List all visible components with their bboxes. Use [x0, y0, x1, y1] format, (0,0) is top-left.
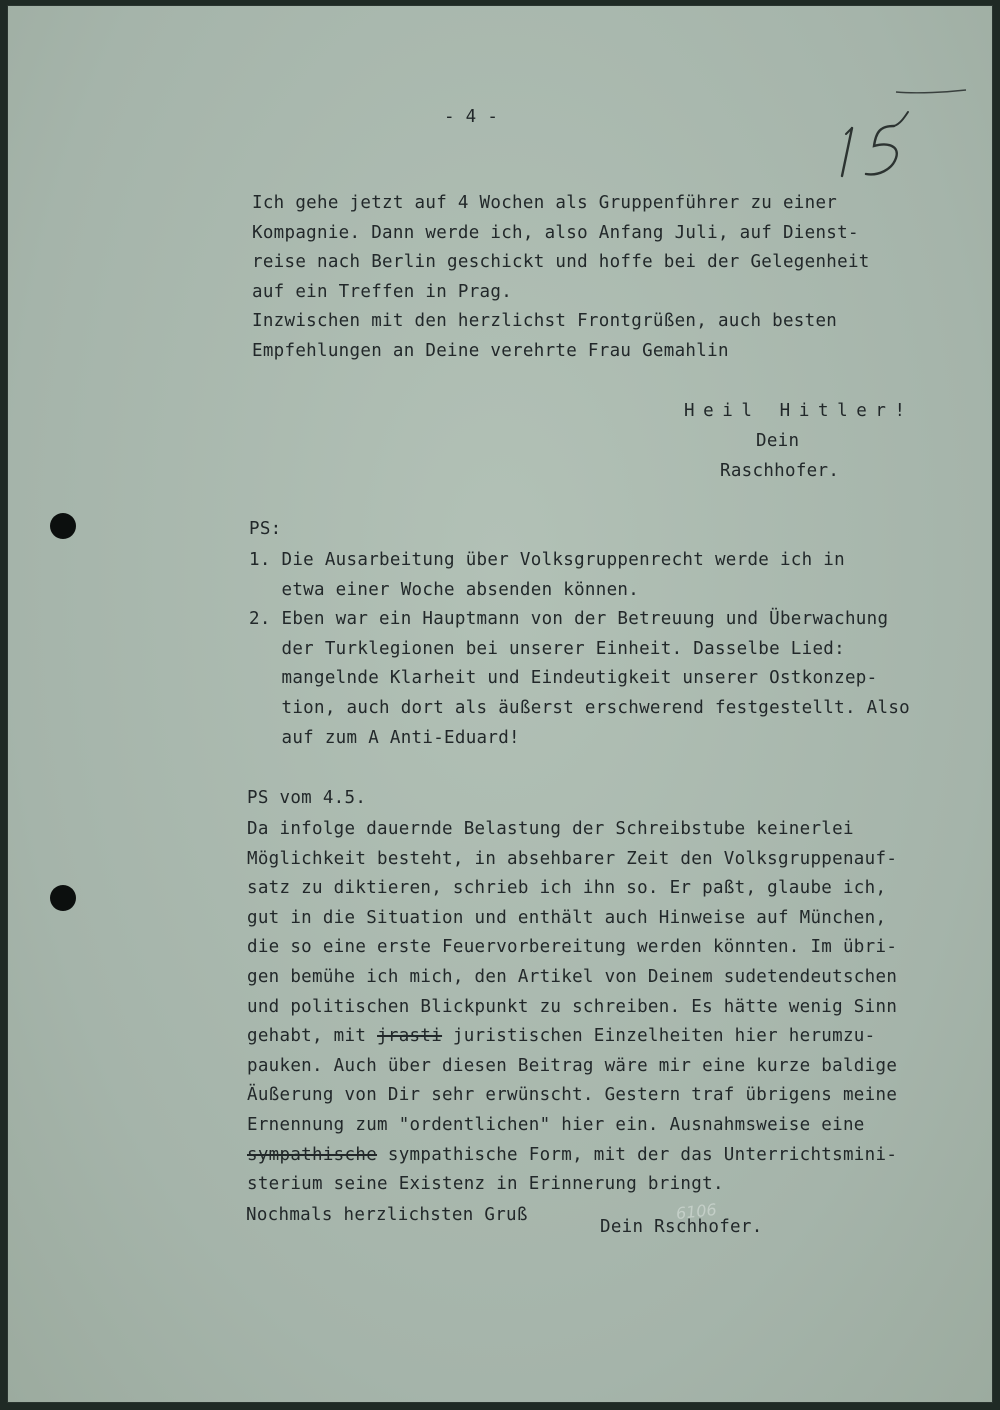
ps2-line: gut in die Situation und enthält auch Hinweise auf München, [247, 907, 887, 928]
ps2-line: Da infolge dauernde Belastung der Schreibstube keinerlei [247, 819, 854, 839]
closing-signature: Raschhofer. [720, 461, 840, 481]
ps-item-line: tion, auch dort als äußerst erschwerend festgestellt. Also [249, 698, 910, 718]
pencil-folio-mark [838, 88, 978, 188]
paragraph-1-line: Ich gehe jetzt auf 4 Wochen als Gruppenführer zu einer [252, 193, 838, 213]
page-number: - 4 - [444, 107, 499, 127]
ps2-line: Ernennung zum "ordentlichen" hier ein. Ausnahmsweise eine [247, 1115, 865, 1135]
struck-word: jrasti [377, 1026, 443, 1047]
punch-hole-top [50, 513, 76, 539]
ps2-line: sympathische sympathische Form, mit der das Unterrichtsmini- [247, 1144, 898, 1165]
struck-word: sympathische [247, 1144, 378, 1165]
punch-hole-bottom [50, 885, 76, 911]
paragraph-1-line: Empfehlungen an Deine verehrte Frau Gemahlin [252, 341, 729, 361]
ps2-line: die so eine erste Feuervorbereitung werden könnten. Im übri- [247, 937, 898, 958]
ps-item-line: mangelnde Klarheit und Eindeutigkeit unserer Ostkonzep- [249, 668, 878, 689]
closing-dein: Dein [756, 431, 800, 451]
final-signature: Dein Rschhofer. [600, 1217, 763, 1237]
faint-stamp-mark: 6106 [675, 1199, 718, 1224]
paragraph-1-line: Inzwischen mit den herzlichst Frontgrüßen, auch besten [252, 311, 838, 332]
ps-item-line: 1. Die Ausarbeitung über Volksgruppenrecht werde ich in [249, 550, 845, 570]
ps-heading: PS: [249, 519, 282, 539]
ps2-line: satz zu diktieren, schrieb ich ihn so. Er paßt, glaube ich, [247, 878, 887, 899]
document-page [8, 6, 992, 1402]
ps2-line: pauken. Auch über diesen Beitrag wäre mir eine kurze baldige [247, 1055, 898, 1076]
ps2-line: sterium seine Existenz in Erinnerung bringt. [247, 1174, 724, 1195]
ps-item-line: 2. Eben war ein Hauptmann von der Betreuung und Überwachung [249, 609, 889, 630]
ps-item-line: der Turklegionen bei unserer Einheit. Dasselbe Lied: [249, 638, 845, 659]
ps-item-line: auf zum A Anti-Eduard! [249, 727, 520, 748]
paragraph-1-line: Kompagnie. Dann werde ich, also Anfang Juli, auf Dienst- [252, 222, 859, 243]
ps2-line: gen bemühe ich mich, den Artikel von Deinem sudetendeutschen [247, 967, 898, 987]
ps-item-line: etwa einer Woche absenden können. [249, 579, 640, 600]
ps2-line: Äußerung von Dir sehr erwünscht. Gestern traf übrigens meine [247, 1085, 898, 1106]
ps2-line: und politischen Blickpunkt zu schreiben. Es hätte wenig Sinn [247, 996, 898, 1017]
paragraph-1-line: auf ein Treffen in Prag. [252, 281, 513, 302]
closing-greeting: Heil Hitler! [684, 401, 914, 421]
final-greeting: Nochmals herzlichsten Gruß [246, 1205, 528, 1225]
ps2-line: gehabt, mit jrasti juristischen Einzelheiten hier herumzu- [247, 1026, 876, 1047]
paragraph-1-line: reise nach Berlin geschickt und hoffe bei der Gelegenheit [252, 252, 870, 273]
ps2-heading: PS vom 4.5. [247, 788, 367, 808]
ps2-line: Möglichkeit besteht, in absehbarer Zeit den Volksgruppenauf- [247, 848, 898, 869]
